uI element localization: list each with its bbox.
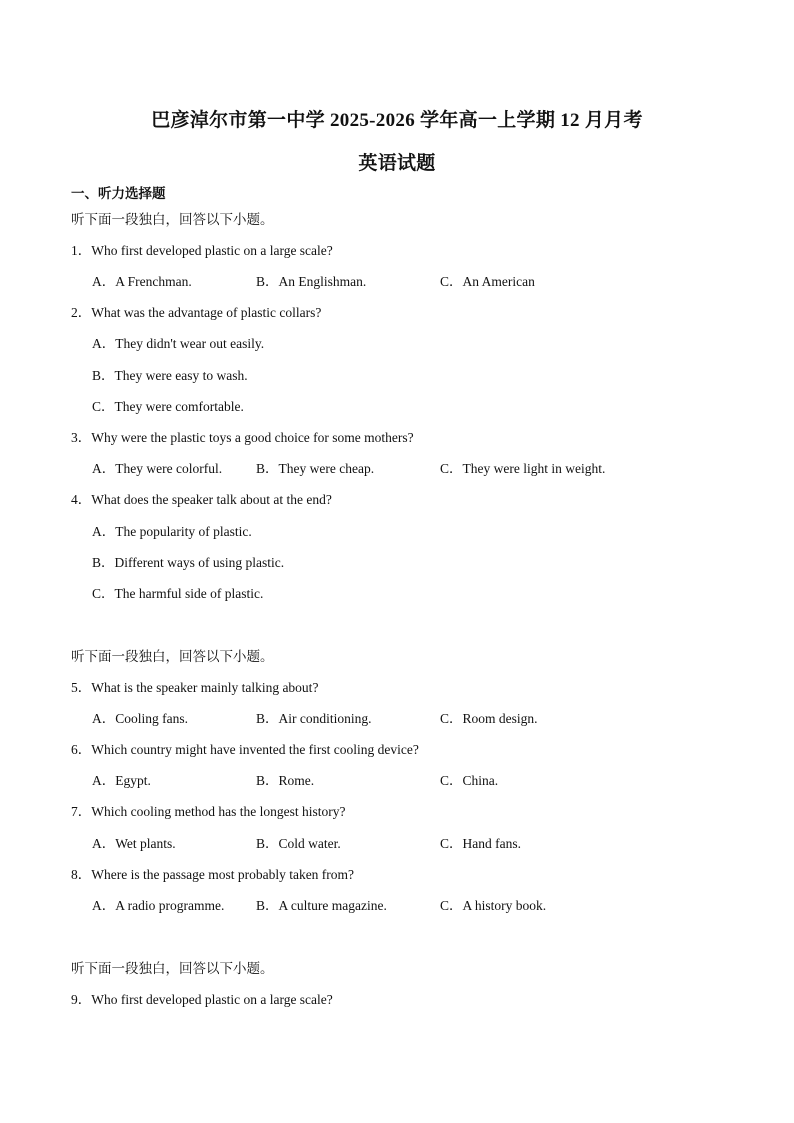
option-b: B．A culture magazine. (256, 898, 387, 913)
exam-subtitle: 英语试题 (358, 153, 436, 174)
option-b: B．They were cheap. (256, 461, 375, 476)
question-stem: 3．Why were the plastic toys a good choice for some mothers? (71, 430, 414, 445)
option-c: C．A history book. (440, 898, 547, 913)
question-stem: 2．What was the advantage of plastic collars? (71, 305, 322, 320)
option-b: B．Cold water. (256, 836, 341, 851)
option-c: C．Room design. (440, 711, 538, 726)
option-a: A．A Frenchman. (92, 274, 192, 289)
question-stem: 7．Which cooling method has the longest history? (71, 804, 346, 819)
group-instruction: 听下面一段独白，回答以下小题。 (71, 212, 274, 227)
option-a: A．The popularity of plastic. (92, 524, 252, 539)
option-c: C．Hand fans. (440, 836, 521, 851)
group-instruction: 听下面一段独白，回答以下小题。 (71, 649, 274, 664)
option-b: B．Different ways of using plastic. (92, 555, 285, 570)
option-a: A．Wet plants. (92, 836, 176, 851)
option-a: A．They were colorful. (92, 461, 223, 476)
option-b: B．They were easy to wash. (92, 368, 248, 383)
exam-title: 巴彦淖尔市第一中学 2025-2026 学年高一上学期 12 月月考 (151, 110, 643, 131)
question-stem: 9．Who first developed plastic on a large scale? (71, 992, 333, 1007)
option-b: B．An Englishman. (256, 274, 367, 289)
option-c: C．An American (440, 274, 535, 289)
option-c: C．The harmful side of plastic. (92, 586, 264, 601)
question-stem: 8．Where is the passage most probably taken from? (71, 867, 355, 882)
question-stem: 1．Who first developed plastic on a large scale? (71, 243, 333, 258)
question-stem: 6．Which country might have invented the first cooling device? (71, 742, 419, 757)
question-stem: 5．What is the speaker mainly talking about? (71, 680, 319, 695)
option-a: A．Cooling fans. (92, 711, 188, 726)
option-b: B．Air conditioning. (256, 711, 372, 726)
option-c: C．They were light in weight. (440, 461, 606, 476)
option-a: A．A radio programme. (92, 898, 225, 913)
option-c: C．China. (440, 773, 499, 788)
section-heading: 一、听力选择题 (71, 186, 166, 201)
option-a: A．Egypt. (92, 773, 151, 788)
option-a: A．They didn't wear out easily. (92, 336, 265, 351)
option-b: B．Rome. (256, 773, 315, 788)
question-stem: 4．What does the speaker talk about at the end? (71, 492, 332, 507)
option-c: C．They were comfortable. (92, 399, 244, 414)
group-instruction: 听下面一段独白，回答以下小题。 (71, 961, 274, 976)
